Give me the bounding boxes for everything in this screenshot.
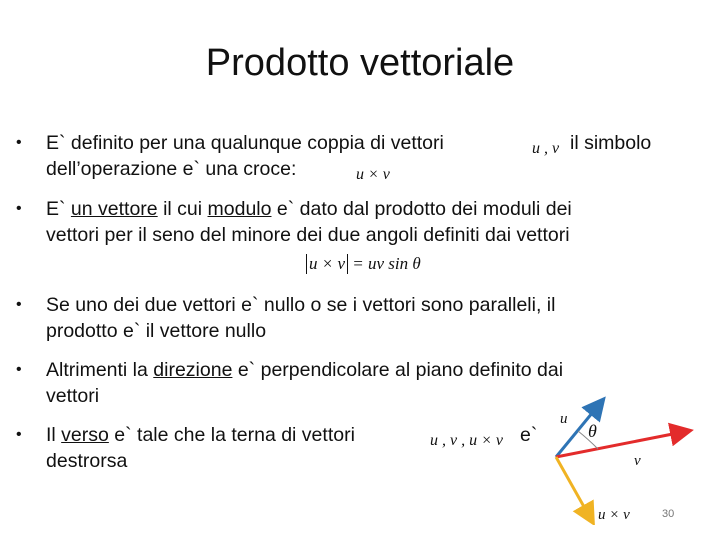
formula-lhs: u × v	[306, 254, 348, 274]
cross-product-diagram	[540, 395, 710, 525]
slide-title: Prodotto vettoriale	[205, 42, 515, 84]
bullet-1-math-vectors: u , v	[532, 140, 560, 157]
underlined-modulo: modulo	[207, 198, 272, 220]
bullet-5-line-1: Il verso e` tale che la terna di vettori	[46, 424, 355, 446]
bullet-5-line-1c: e`	[520, 424, 538, 446]
bullet-3-line-1: Se uno dei due vettori e` nullo o se i vettori sono paralleli, il	[46, 294, 556, 316]
bullet-dot: •	[16, 134, 22, 151]
bullet-1-line-1: E` definito per una qualunque coppia di vettori	[46, 132, 444, 154]
modulus-formula	[306, 254, 421, 274]
bullet-4-line-1: Altrimenti la direzione e` perpendicolare al piano definito dai	[46, 359, 564, 381]
formula-rhs: = uv sin θ	[352, 254, 421, 273]
bullet-2-line-2: vettori per il seno del minore dei due angoli definiti dai vettori	[46, 224, 570, 246]
bullet-1-line-1b: il simbolo	[570, 132, 652, 154]
bullet-5-line-2: destrorsa	[46, 450, 128, 472]
bullet-3-line-2: prodotto e` il vettore nullo	[46, 320, 267, 342]
bullet-5-math-triple: u , v , u × v	[430, 432, 503, 449]
label-theta: θ	[588, 421, 597, 441]
label-u: u	[560, 411, 568, 427]
bullet-4-line-2: vettori	[46, 385, 100, 407]
bullet-1-math-cross: u × v	[356, 166, 390, 183]
bullet-dot: •	[16, 200, 22, 217]
bullet-2-line-1: E` un vettore il cui modulo e` dato dal prodotto dei moduli dei	[46, 198, 572, 220]
page-number: 30	[662, 508, 675, 520]
bullet-dot: •	[16, 296, 22, 313]
underlined-direzione: direzione	[153, 359, 233, 381]
underlined-un-vettore: un vettore	[70, 198, 158, 220]
label-cross: u × v	[598, 507, 630, 523]
vector-cross-arrow	[556, 457, 592, 521]
bullet-dot: •	[16, 426, 22, 443]
bullet-1-line-2: dell’operazione e` una croce:	[46, 158, 297, 180]
label-v: v	[634, 453, 641, 469]
bullet-dot: •	[16, 361, 22, 378]
underlined-verso: verso	[61, 424, 109, 446]
